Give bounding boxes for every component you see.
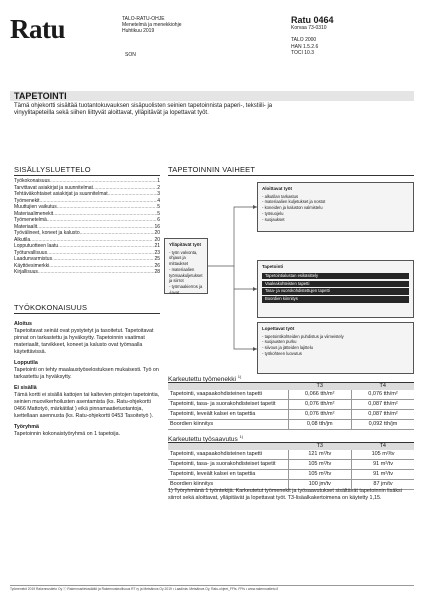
- toc-entry-page: 3: [157, 191, 160, 197]
- work-rate-table: [168, 383, 414, 430]
- section-heading: Aloitus: [14, 321, 32, 327]
- document-header: [10, 14, 414, 58]
- table-row: Boordien kiinnitys 0,08 tth/jm 0,092 tth/jm: [168, 420, 414, 430]
- work-heading: TYÖKOKONAISUUS: [14, 303, 88, 312]
- toc-entry-page: 26: [154, 262, 160, 269]
- language-code: SON: [125, 52, 136, 58]
- column-header: T4: [351, 383, 414, 390]
- toc-entry-label: Muuttujien vaikutus: [14, 204, 57, 210]
- column-header: T4: [352, 443, 414, 450]
- finishing-works-box: Lopettavat työt - tapetointikohteiden puhdistus ja viimeistely - suojausten purku - siivous ja jätteiden lajittelu - työkohteen luovutus: [257, 322, 414, 374]
- work-output-table: [168, 443, 414, 490]
- section-text: Tämä kortti ei sisällä kattojen tai kaltevien pintojen tapetointia, seinien muovikerhoilusten asentamista (ks. Ratu-ohjekortti 0466 Mattotyö, märkätilat ) eikä pinnamaatietuotantoja, luettellaan asennusta (ks. Ratu-ohjekortti 0453 Tasoitetyö ).: [14, 392, 160, 419]
- wallpapering-stages-box: Tapetointi Tapetointialustan esikäsittely Vaaleakohteisten tapetti Tasa- ja vuorokohdistettujen tapetti Boordien kiinnitys: [257, 260, 414, 318]
- table-row: Tapetointi, vaapaakohdisteinen tapetti 121 m²/tv 105 m²/tv: [168, 450, 414, 460]
- toc-entry-page: 16: [154, 223, 160, 230]
- toc-entry-label: Materiaalit: [14, 223, 38, 230]
- phases-heading-rule: [168, 175, 414, 176]
- toc-entry-page: 6: [157, 217, 160, 223]
- ratu-logo: Ratu: [10, 14, 66, 44]
- stage-bar: Tapetointialustan esikäsittely: [262, 273, 409, 279]
- maintaining-works-box: Ylläpitävät työt - työn valvonta, ohjaus ja mittaukset - materiaalien työmaakuljetukset ja siirrot - työmaakierros ja -lavat: [164, 238, 208, 294]
- toc-entry-label: Käyttöesimerkki: [14, 262, 50, 269]
- toc-entry-label: Materiaalimenekit: [14, 210, 54, 217]
- phases-diagram: [164, 180, 414, 340]
- toc-entry-page: 5: [157, 210, 160, 217]
- toc-entry-page: 21: [154, 243, 160, 249]
- toc-heading-rule: [14, 175, 160, 176]
- stage-bar: Vaaleakohteisten tapetti: [262, 281, 409, 287]
- table-of-contents: [14, 178, 160, 276]
- section-text: Tapetoinnin kokonaistyöryhmä on 1 tapetoija.: [14, 431, 121, 437]
- footer-rule: [10, 585, 414, 586]
- column-header: T3: [288, 443, 352, 450]
- section-text: Tapetointi on tehty maalaustyöselostuksen mukaisesti. Työ on tarkastettu ja hyväksytty.: [14, 367, 159, 380]
- toc-entry-page: 23: [154, 249, 160, 256]
- toc-entry-label: Työmenekit: [14, 197, 40, 204]
- work-heading-rule: [14, 313, 160, 314]
- toc-heading: SISÄLLYSLUETTELO: [14, 165, 91, 174]
- page-footer: Työmenekit 2019 Rakennustieto Oy ⓒ Rakennustietosäätiö ja Rakennusteollisuus RT ry ja Metsäinva Oy 2019 • Laadinta: Metsäinva Oy, Ratu-ohjeet_FFfs, FFfs • www.rakennustieto.fi: [10, 587, 279, 591]
- table1-title: Karkeutettu työmenekki $^{1)}$: [168, 374, 242, 384]
- toc-entry-page: 2: [157, 184, 160, 191]
- table-row: Tapetointi, leveält kalsei en tapettia 105 m²/tv 91 m²/tv: [168, 470, 414, 480]
- section-text: Tapetoitavat seinät ovat pystytetyt ja tasoitetut. Tapetoitavat pinnat on tarkastettu ja hyväksytty. Tapetoinnin vaatimat materiaalit, tarvikkeet, koneet ja kalusto ovat työmaalla käytettävissä.: [14, 328, 154, 355]
- page-title: TAPETOINTI: [14, 91, 67, 101]
- header-doc-info: Ratu 0464 Korvaa 73-0310 TALO 2000 HAN 1.5.2.6 TOCI 10.3: [291, 15, 334, 56]
- table-footnote: 1) Työryhmänä 1 työntekijä. Karkeutetut työmenekit ja työsaavutukset sisältävät tapetoinnin lisäksi siirrot sekä aloittavat, ylläpitävät ja lopettavat työt. T3-lisäalkakertoimena on käytetty 1,15.: [168, 488, 402, 501]
- toc-entry-label: Työturvallisuus: [14, 249, 48, 256]
- table-row: Tapetointi, tasa- ja suorakohdisteiset tapetit 0,076 tth/m² 0,087 tth/m²: [168, 400, 414, 410]
- toc-entry-label: Tarvittavat asiakirjat ja suunnitelmat: [14, 184, 93, 191]
- doc-number: Ratu 0464: [291, 15, 334, 25]
- toc-entry-page: 4: [157, 197, 160, 204]
- table-row: Tapetointi, tasa- ja suorakohdisteiset tapetit 105 m²/tv 91 m²/tv: [168, 460, 414, 470]
- stage-bar: Tasa- ja vuorokohdistettujen tapetti: [262, 288, 409, 294]
- section-heading: Lopputila: [14, 360, 38, 366]
- toc-entry-page: 1: [157, 178, 160, 184]
- section-heading: Työryhmä: [14, 424, 39, 430]
- header-meta: TALO-RATU-OHJE Menetelmä ja menekkiohje Huhtikuu 2019: [122, 16, 182, 35]
- toc-entry-page: 5: [157, 204, 160, 210]
- toc-entry-page: 20: [154, 230, 160, 236]
- toc-entry-page: 28: [154, 269, 160, 275]
- table-row: Tapetointi, leveält kalsei en tapettia 0,076 tth/m² 0,087 tth/m²: [168, 410, 414, 420]
- column-header: T3: [288, 383, 351, 390]
- toc-entry-label: Kirjallisuus: [14, 269, 38, 275]
- toc-entry-label: Lopputuotteen laatu: [14, 243, 59, 249]
- toc-entry-label: Laadunvarmistus: [14, 256, 53, 262]
- toc-entry: [14, 269, 160, 276]
- toc-entry-label: Työmenetelmä: [14, 217, 47, 223]
- intro-text: Tämä ohjekortti sisältää tuotantokuvauksen sisäpuolisten seinien tapetoinnista paperi-, tekstiili- ja vinyylitapeteilla sekä siihen liittyvät aloittavat, ylläpitävät ja lopettavat työt.: [14, 103, 273, 117]
- toc-entry-label: Alkutila: [14, 236, 31, 243]
- work-sections: [14, 318, 162, 438]
- stage-bar: Boordien kiinnitys: [262, 296, 409, 302]
- title-bar: [10, 91, 414, 101]
- toc-entry-label: Työkokonaisuus: [14, 178, 50, 184]
- toc-entry-label: Tehtäväkohtaiset asiakirjat ja suunnitelmat: [14, 191, 108, 197]
- toc-entry-page: 25: [154, 256, 160, 262]
- table2-title: Karkeutettu työsaavutus $^{1)}$: [168, 434, 244, 444]
- section-heading: Ei sisällä: [14, 385, 37, 391]
- toc-leader-dots: [38, 269, 155, 276]
- starting-works-box: Aloittavat työt - alkutilan tarkastus - materiaalien kuljetukset ja nostot - koneiden ja kaluston valmistelu - työsuojelu - suojaukset: [257, 182, 414, 232]
- table-row: Tapetointi, vaapaakohdisteinen tapetti 0,066 tth/m² 0,076 tth/m²: [168, 390, 414, 400]
- toc-entry-page: 20: [154, 236, 160, 243]
- toc-entry-label: Työvälineet, koneet ja kalusto: [14, 230, 80, 236]
- phases-heading: TAPETOINNIN VAIHEET: [168, 165, 256, 174]
- table-row: Boordien kiinnitys 100 jm/tv 87 jm/tv: [168, 480, 414, 490]
